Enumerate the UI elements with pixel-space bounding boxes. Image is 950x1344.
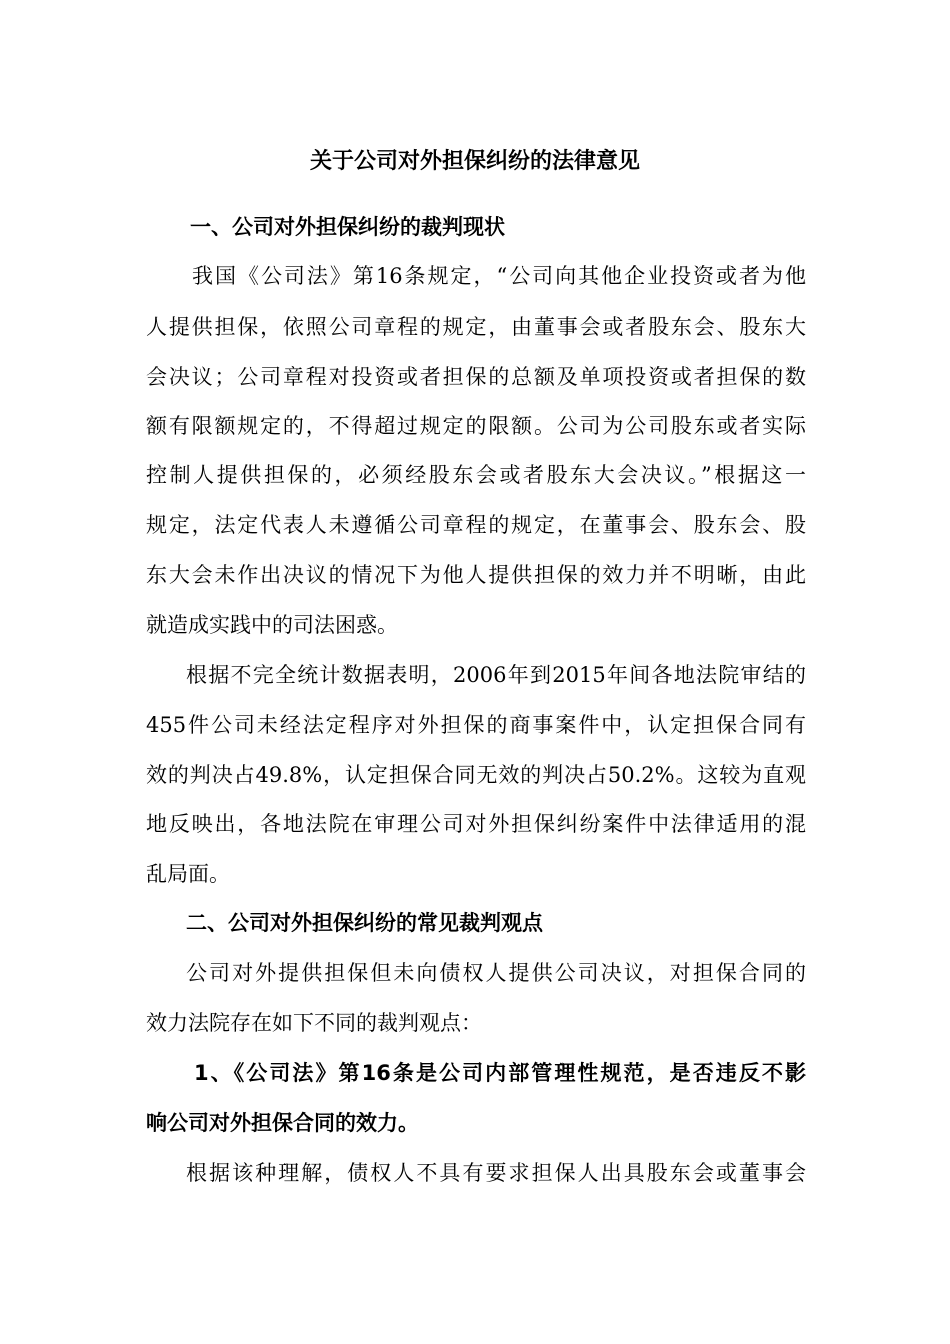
paragraph-line: 人提供担保，依照公司章程的规定，由董事会或者股东会、股东大 (146, 315, 806, 339)
paragraph-line: 根据该种理解，债权人不具有要求担保人出具股东会或董事会 (186, 1161, 806, 1185)
paragraph-line: 效的判决占49.8%，认定担保合同无效的判决占50.2%。这较为直观 (146, 763, 806, 787)
paragraph-line: 地反映出，各地法院在审理公司对外担保纠纷案件中法律适用的混 (146, 812, 806, 836)
paragraph-line: 会决议；公司章程对投资或者担保的总额及单项投资或者担保的数 (146, 365, 806, 389)
point-heading-1-cont: 响公司对外担保合同的效力。 (146, 1111, 419, 1135)
paragraph-line: 公司对外提供担保但未向债权人提供公司决议，对担保合同的 (186, 961, 806, 985)
paragraph-line: 控制人提供担保的，必须经股东会或者股东大会决议。”根据这一 (146, 463, 806, 487)
point-heading-1: 1、《公司法》第16条是公司内部管理性规范，是否违反不影 (194, 1061, 806, 1085)
paragraph-line: 效力法院存在如下不同的裁判观点： (146, 1011, 482, 1035)
section-heading-1: 一、公司对外担保纠纷的裁判现状 (190, 215, 505, 239)
paragraph-line: 规定，法定代表人未遵循公司章程的规定，在董事会、股东会、股 (146, 513, 806, 537)
paragraph-line: 额有限额规定的，不得超过规定的限额。公司为公司股东或者实际 (146, 414, 806, 438)
paragraph-line: 我国《公司法》第16条规定，“公司向其他企业投资或者为他 (192, 264, 806, 288)
paragraph-line: 乱局面。 (146, 862, 230, 886)
document-title: 关于公司对外担保纠纷的法律意见 (309, 149, 640, 174)
section-heading-2: 二、公司对外担保纠纷的常见裁判观点 (186, 911, 543, 935)
paragraph-line: 就造成实践中的司法困惑。 (146, 613, 398, 637)
paragraph-line: 根据不完全统计数据表明，2006年到2015年间各地法院审结的 (186, 663, 806, 687)
paragraph-line: 455件公司未经法定程序对外担保的商事案件中，认定担保合同有 (146, 713, 806, 737)
paragraph-line: 东大会未作出决议的情况下为他人提供担保的效力并不明晰，由此 (146, 563, 806, 587)
